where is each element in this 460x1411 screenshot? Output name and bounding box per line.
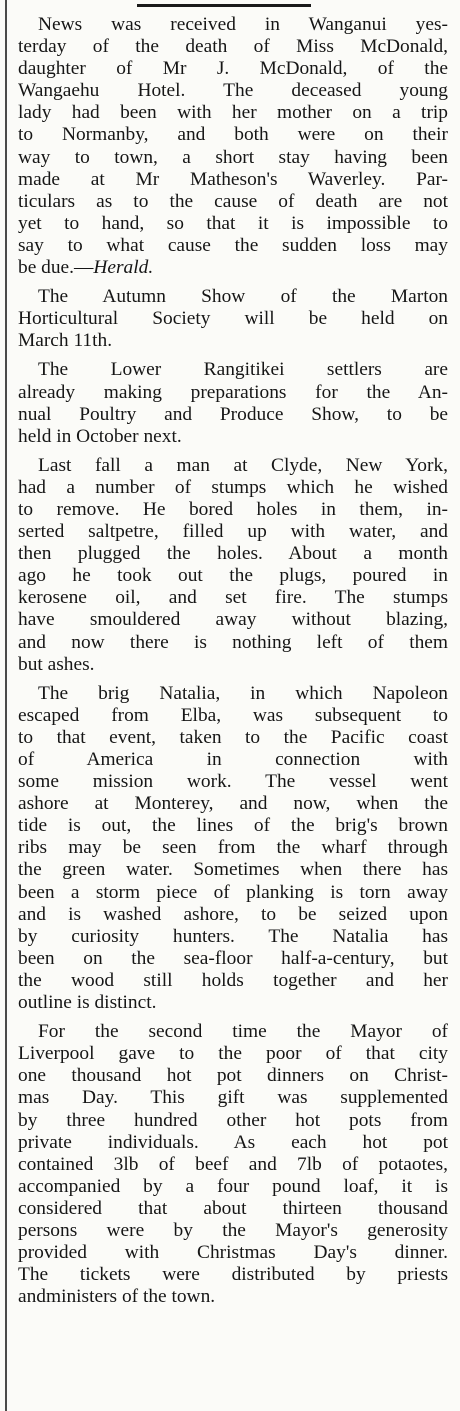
text-line: say to what cause the sudden loss may bbox=[18, 234, 448, 256]
text-line: tide is out, the lines of the brig's brown bbox=[18, 815, 448, 837]
text-line: News was received in Wanganui yes- bbox=[38, 14, 448, 35]
text-line: mas Day. This gift was supplemented bbox=[18, 1087, 448, 1109]
text-line: persons were by the Mayor's generosity bbox=[18, 1219, 448, 1241]
text-line: considered that about thirteen thousand bbox=[18, 1197, 448, 1219]
text-line: to Normanby, and both were on their bbox=[18, 124, 448, 146]
article-mcdonald-death bbox=[18, 14, 448, 279]
text-line: already making preparations for the An- bbox=[18, 381, 448, 403]
text-line: Wangaehu Hotel. The deceased young bbox=[18, 80, 448, 102]
text-line: but ashes. bbox=[18, 653, 95, 675]
text-line: by curiosity hunters. The Natalia has bbox=[18, 925, 448, 947]
text-line: outline is distinct. bbox=[18, 992, 157, 1014]
article-marton-show bbox=[18, 286, 448, 352]
text-line: made at Mr Matheson's Waverley. Par- bbox=[18, 168, 448, 190]
text-line: then plugged the holes. About a month bbox=[18, 543, 448, 565]
article-liverpool-hot-pots bbox=[18, 1021, 448, 1308]
text-line: one thousand hot pot dinners on Christ- bbox=[18, 1065, 448, 1087]
text-line: some mission work. The vessel went bbox=[18, 771, 448, 793]
text-line: had a number of stumps which he wished bbox=[18, 476, 448, 498]
article-brig-natalia bbox=[18, 683, 448, 1014]
text-line: lady had been with her mother on a trip bbox=[18, 102, 448, 124]
text-line: The Lower Rangitikei settlers are bbox=[38, 359, 448, 381]
text-line: by three hundred other hot pots from bbox=[18, 1109, 448, 1131]
text-line-tail: be due.— bbox=[18, 257, 94, 279]
text-line: ticulars as to the cause of death are not bbox=[18, 190, 448, 212]
text-line: kerosene oil, and set fire. The stumps bbox=[18, 587, 448, 609]
text-line: terday of the death of Miss McDonald, bbox=[18, 36, 448, 58]
text-line: nual Poultry and Produce Show, to be bbox=[18, 403, 448, 425]
text-line: The tickets were distributed by priests bbox=[18, 1264, 448, 1286]
text-line: private individuals. As each hot pot bbox=[18, 1131, 448, 1153]
text-line: The Autumn Show of the Marton bbox=[38, 286, 448, 308]
text-line: For the second time the Mayor of bbox=[38, 1021, 448, 1043]
text-line: held in October next. bbox=[18, 425, 182, 447]
text-line: have smouldered away without blazing, bbox=[18, 609, 448, 631]
newspaper-column bbox=[18, 14, 448, 1404]
text-line: the green water. Sometimes when there has bbox=[18, 859, 448, 881]
text-line: The brig Natalia, in which Napoleon bbox=[38, 682, 448, 704]
text-line: and is washed ashore, to be seized upon bbox=[18, 903, 448, 925]
text-line: and now there is nothing left of them bbox=[18, 631, 448, 653]
text-line: been on the sea-floor half-a-century, but bbox=[18, 947, 448, 969]
text-line: serted saltpetre, filled up with water, and bbox=[18, 521, 448, 543]
text-line: way to town, a short stay having been bbox=[18, 146, 448, 168]
text-line: to remove. He bored holes in them, in- bbox=[18, 498, 448, 520]
text-line: daughter of Mr J. McDonald, of the bbox=[18, 58, 448, 80]
text-line: ago he took out the plugs, poured in bbox=[18, 565, 448, 587]
top-rule bbox=[137, 4, 311, 7]
text-line: ashore at Monterey, and now, when the bbox=[18, 793, 448, 815]
text-line: yet to hand, so that it is impossible to bbox=[18, 212, 448, 234]
text-line: escaped from Elba, was subsequent to bbox=[18, 704, 448, 726]
text-line: andministers of the town. bbox=[18, 1286, 216, 1308]
text-line: to that event, taken to the Pacific coast bbox=[18, 726, 448, 748]
text-line: Liverpool gave to the poor of that city bbox=[18, 1043, 448, 1065]
text-line: Horticultural Society will be held on bbox=[18, 308, 448, 330]
text-line: March 11th. bbox=[18, 330, 113, 352]
text-line: provided with Christmas Day's dinner. bbox=[18, 1242, 448, 1264]
article-rangitikei-show bbox=[18, 359, 448, 447]
article-clyde-stumps bbox=[18, 455, 448, 676]
text-line: the wood still holds together and her bbox=[18, 969, 448, 991]
column-rule bbox=[5, 0, 7, 1411]
text-line: contained 3lb of beef and 7lb of potaotes, bbox=[18, 1153, 448, 1175]
text-line: ribs may be seen from the wharf through bbox=[18, 837, 448, 859]
text-line: Last fall a man at Clyde, New York, bbox=[38, 454, 448, 476]
text-line: been a storm piece of planking is torn away bbox=[18, 881, 448, 903]
text-line-last bbox=[18, 257, 448, 279]
text-line: of America in connection with bbox=[18, 749, 448, 770]
text-line: accompanied by a four pound loaf, it is bbox=[18, 1175, 448, 1197]
article-credit: Herald. bbox=[93, 257, 154, 279]
